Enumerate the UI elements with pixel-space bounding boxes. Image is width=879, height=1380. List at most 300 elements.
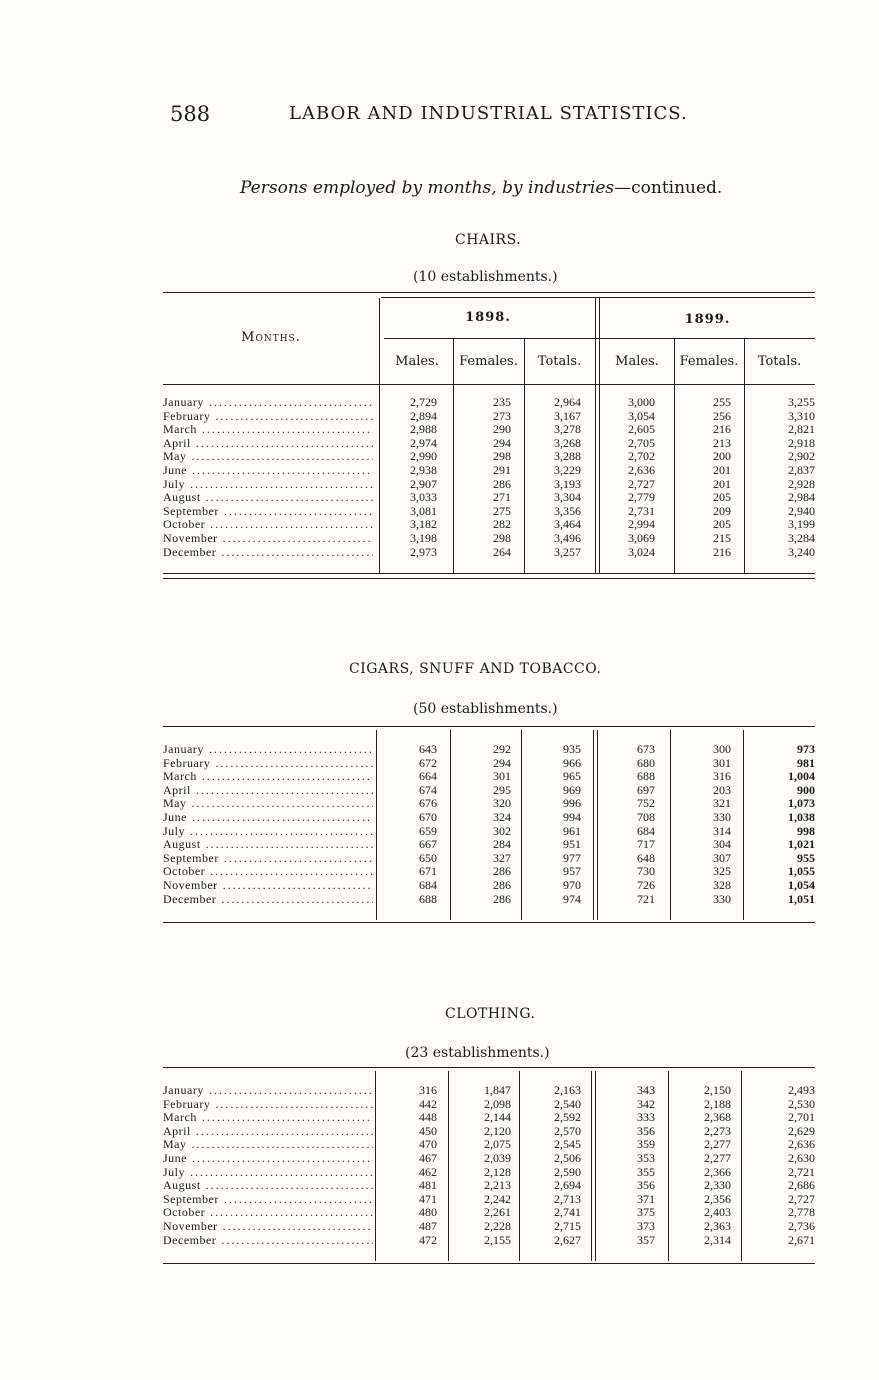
table-row: [163, 546, 815, 560]
table-row: [163, 478, 815, 492]
month-label: May .....: [163, 450, 373, 464]
cell-males-1898: 480: [419, 1205, 437, 1220]
table-row: [163, 797, 815, 811]
table-clothing: [163, 1067, 815, 1267]
month-label: March .....: [163, 423, 373, 437]
cell-males-1898: 664: [419, 769, 437, 784]
cell-totals-1898: 2,715: [554, 1218, 581, 1233]
cell-males-1899: 357: [637, 1232, 655, 1247]
cell-males-1898: 2,894: [410, 408, 437, 423]
cell-males-1898: 667: [419, 837, 437, 852]
cell-males-1898: 2,990: [410, 449, 437, 464]
cell-totals-1899: 3,310: [788, 408, 815, 423]
month-label: February .....: [163, 1098, 373, 1112]
month-label: September .....: [163, 1193, 373, 1207]
table-row: [163, 825, 815, 839]
cell-males-1898: 487: [419, 1218, 437, 1233]
cell-totals-1898: 2,506: [554, 1150, 581, 1165]
cell-females-1899: 205: [713, 517, 731, 532]
cell-females-1899: 2,330: [704, 1178, 731, 1193]
month-label: July .....: [163, 478, 373, 492]
cell-totals-1899: 2,984: [788, 490, 815, 505]
cell-females-1898: 271: [493, 490, 511, 505]
cell-males-1899: 688: [637, 769, 655, 784]
month-label: August .....: [163, 491, 373, 505]
cell-females-1898: 298: [493, 530, 511, 545]
subtitle-italic: Persons employed by months, by industries: [240, 178, 615, 198]
cell-totals-1898: 996: [563, 796, 581, 811]
cell-totals-1898: 3,464: [554, 517, 581, 532]
header-months: Months.: [241, 330, 301, 345]
table-row: [163, 770, 815, 784]
cell-males-1899: 2,636: [628, 462, 655, 477]
table-row: [163, 1193, 815, 1207]
table-row: [163, 1234, 815, 1248]
cell-totals-1899: 2,493: [788, 1083, 815, 1097]
cell-totals-1898: 977: [563, 850, 581, 865]
cell-totals-1899: 3,240: [788, 544, 815, 559]
cell-totals-1899: 2,701: [788, 1110, 815, 1125]
cell-males-1899: 371: [637, 1191, 655, 1206]
table-row: [163, 1179, 815, 1193]
rows-clothing: [163, 1084, 815, 1247]
cell-males-1899: 359: [637, 1137, 655, 1152]
cell-females-1899: 2,277: [704, 1137, 731, 1152]
cell-males-1899: 3,024: [628, 544, 655, 559]
cell-males-1899: 684: [637, 823, 655, 838]
cell-males-1899: 680: [637, 755, 655, 770]
cell-totals-1899: 1,021: [788, 837, 815, 852]
cell-males-1899: 648: [637, 850, 655, 865]
cell-totals-1898: 3,496: [554, 530, 581, 545]
table-row: [163, 1220, 815, 1234]
cell-females-1899: 330: [713, 809, 731, 824]
cell-totals-1899: 2,629: [788, 1123, 815, 1138]
cell-males-1899: 673: [637, 742, 655, 756]
header-females-1899: Females.: [679, 354, 739, 369]
cell-females-1899: 2,363: [704, 1218, 731, 1233]
cell-totals-1899: 955: [797, 850, 815, 865]
cell-totals-1899: 3,255: [788, 395, 815, 409]
cell-totals-1898: 970: [563, 877, 581, 892]
table-row: [163, 505, 815, 519]
cell-females-1899: 209: [713, 503, 731, 518]
cell-females-1899: 307: [713, 850, 731, 865]
cell-males-1898: 467: [419, 1150, 437, 1165]
month-label: December .....: [163, 546, 373, 560]
cell-totals-1898: 3,288: [554, 449, 581, 464]
cell-totals-1898: 3,167: [554, 408, 581, 423]
cell-females-1898: 2,128: [484, 1164, 511, 1179]
cell-males-1899: 2,705: [628, 435, 655, 450]
running-head: LABOR AND INDUSTRIAL STATISTICS.: [289, 103, 688, 124]
month-label: February .....: [163, 410, 373, 424]
cell-totals-1899: 2,636: [788, 1137, 815, 1152]
month-label: January .....: [163, 1084, 373, 1098]
cell-males-1898: 3,081: [410, 503, 437, 518]
cell-females-1898: 302: [493, 823, 511, 838]
cell-totals-1898: 3,229: [554, 462, 581, 477]
table-row: [163, 879, 815, 893]
cell-females-1899: 321: [713, 796, 731, 811]
cell-totals-1899: 998: [797, 823, 815, 838]
table-row: [163, 1138, 815, 1152]
cell-males-1899: 355: [637, 1164, 655, 1179]
cell-totals-1899: 2,902: [788, 449, 815, 464]
cell-females-1898: 290: [493, 422, 511, 437]
subtitle-continued: —continued.: [614, 178, 723, 198]
cell-males-1899: 353: [637, 1150, 655, 1165]
cell-females-1898: 1,847: [484, 1083, 511, 1097]
cell-males-1898: 674: [419, 782, 437, 797]
cell-females-1898: 294: [493, 755, 511, 770]
month-label: May .....: [163, 1138, 373, 1152]
table-row: [163, 410, 815, 424]
table-row: [163, 491, 815, 505]
cell-females-1898: 286: [493, 891, 511, 906]
rows-chairs: [163, 396, 815, 559]
cell-totals-1898: 3,304: [554, 490, 581, 505]
month-label: November .....: [163, 879, 373, 893]
cell-females-1899: 215: [713, 530, 731, 545]
cell-males-1898: 2,974: [410, 435, 437, 450]
cell-totals-1898: 935: [563, 742, 581, 756]
month-label: June .....: [163, 1152, 373, 1166]
table-row: [163, 532, 815, 546]
header-year-1898: 1898.: [465, 310, 511, 325]
cell-totals-1899: 2,928: [788, 476, 815, 491]
cell-males-1899: 708: [637, 809, 655, 824]
month-label: December .....: [163, 1234, 373, 1248]
cell-females-1898: 320: [493, 796, 511, 811]
cell-males-1899: 373: [637, 1218, 655, 1233]
cell-totals-1898: 961: [563, 823, 581, 838]
cell-totals-1898: 2,590: [554, 1164, 581, 1179]
cell-males-1898: 450: [419, 1123, 437, 1138]
cell-totals-1898: 3,268: [554, 435, 581, 450]
cell-totals-1898: 2,741: [554, 1205, 581, 1220]
cell-females-1898: 2,213: [484, 1178, 511, 1193]
month-label: April .....: [163, 437, 373, 451]
month-label: April .....: [163, 1125, 373, 1139]
cell-males-1899: 333: [637, 1110, 655, 1125]
cell-females-1899: 216: [713, 544, 731, 559]
month-label: July .....: [163, 1166, 373, 1180]
cell-females-1898: 286: [493, 864, 511, 879]
month-label: July .....: [163, 825, 373, 839]
cell-females-1899: 213: [713, 435, 731, 450]
section-establishments-clothing: (23 establishments.): [405, 1045, 550, 1061]
table-row: [163, 423, 815, 437]
cell-males-1898: 676: [419, 796, 437, 811]
table-row: [163, 893, 815, 907]
cell-females-1899: 2,366: [704, 1164, 731, 1179]
cell-males-1899: 721: [637, 891, 655, 906]
cell-males-1899: 2,731: [628, 503, 655, 518]
month-label: August .....: [163, 838, 373, 852]
table-row: [163, 1111, 815, 1125]
cell-totals-1898: 2,570: [554, 1123, 581, 1138]
cell-females-1898: 264: [493, 544, 511, 559]
cell-totals-1898: 2,540: [554, 1096, 581, 1111]
cell-totals-1898: 951: [563, 837, 581, 852]
cell-females-1898: 295: [493, 782, 511, 797]
cell-males-1898: 2,988: [410, 422, 437, 437]
cell-females-1898: 286: [493, 877, 511, 892]
cell-totals-1899: 2,837: [788, 462, 815, 477]
month-label: November .....: [163, 532, 373, 546]
cell-males-1898: 672: [419, 755, 437, 770]
page-subtitle: [240, 178, 722, 198]
cell-males-1899: 2,605: [628, 422, 655, 437]
month-label: May .....: [163, 797, 373, 811]
table-row: [163, 1125, 815, 1139]
table-cigars: [163, 726, 815, 926]
cell-totals-1899: 3,284: [788, 530, 815, 545]
cell-males-1899: 343: [637, 1083, 655, 1097]
header-totals-1898: Totals.: [537, 354, 582, 369]
table-row: [163, 1206, 815, 1220]
month-label: June .....: [163, 811, 373, 825]
cell-totals-1899: 2,686: [788, 1178, 815, 1193]
month-label: February .....: [163, 757, 373, 771]
cell-males-1898: 2,729: [410, 395, 437, 409]
page-number: 588: [170, 102, 211, 126]
table-row: [163, 865, 815, 879]
cell-females-1899: 2,368: [704, 1110, 731, 1125]
cell-totals-1898: 2,545: [554, 1137, 581, 1152]
table-row: [163, 757, 815, 771]
cell-totals-1898: 3,193: [554, 476, 581, 491]
cell-males-1899: 2,779: [628, 490, 655, 505]
cell-males-1899: 342: [637, 1096, 655, 1111]
cell-females-1898: 2,242: [484, 1191, 511, 1206]
header-males-1898: Males.: [395, 354, 439, 369]
cell-males-1899: 717: [637, 837, 655, 852]
cell-males-1898: 3,198: [410, 530, 437, 545]
cell-females-1898: 286: [493, 476, 511, 491]
cell-males-1899: 726: [637, 877, 655, 892]
cell-females-1898: 2,120: [484, 1123, 511, 1138]
cell-females-1899: 256: [713, 408, 731, 423]
cell-females-1898: 273: [493, 408, 511, 423]
rows-cigars: [163, 743, 815, 906]
cell-females-1898: 2,228: [484, 1218, 511, 1233]
month-label: January .....: [163, 743, 373, 757]
section-establishments-chairs: (10 establishments.): [413, 269, 558, 285]
cell-totals-1898: 966: [563, 755, 581, 770]
cell-males-1898: 442: [419, 1096, 437, 1111]
cell-females-1898: 291: [493, 462, 511, 477]
table-row: [163, 784, 815, 798]
cell-males-1899: 356: [637, 1123, 655, 1138]
cell-females-1899: 216: [713, 422, 731, 437]
month-label: January .....: [163, 396, 373, 410]
cell-females-1899: 2,356: [704, 1191, 731, 1206]
month-label: March .....: [163, 770, 373, 784]
cell-females-1898: 324: [493, 809, 511, 824]
cell-totals-1898: 3,278: [554, 422, 581, 437]
table-row: [163, 1084, 815, 1098]
cell-males-1898: 462: [419, 1164, 437, 1179]
cell-females-1899: 2,314: [704, 1232, 731, 1247]
table-row: [163, 743, 815, 757]
cell-females-1899: 2,188: [704, 1096, 731, 1111]
header-males-1899: Males.: [615, 354, 659, 369]
cell-females-1898: 235: [493, 395, 511, 409]
cell-totals-1899: 2,727: [788, 1191, 815, 1206]
cell-females-1899: 301: [713, 755, 731, 770]
cell-totals-1899: 900: [797, 782, 815, 797]
cell-males-1898: 670: [419, 809, 437, 824]
cell-males-1898: 650: [419, 850, 437, 865]
cell-females-1898: 2,075: [484, 1137, 511, 1152]
cell-totals-1898: 969: [563, 782, 581, 797]
cell-males-1899: 2,994: [628, 517, 655, 532]
section-title-chairs: CHAIRS.: [455, 232, 522, 248]
cell-males-1898: 471: [419, 1191, 437, 1206]
month-label: September .....: [163, 505, 373, 519]
cell-females-1898: 2,098: [484, 1096, 511, 1111]
month-label: October .....: [163, 1206, 373, 1220]
cell-females-1899: 200: [713, 449, 731, 464]
cell-females-1898: 301: [493, 769, 511, 784]
table-row: [163, 437, 815, 451]
cell-totals-1898: 957: [563, 864, 581, 879]
cell-totals-1899: 2,721: [788, 1164, 815, 1179]
cell-totals-1899: 2,530: [788, 1096, 815, 1111]
cell-females-1899: 325: [713, 864, 731, 879]
cell-males-1899: 3,000: [628, 395, 655, 409]
cell-females-1899: 203: [713, 782, 731, 797]
table-row: [163, 852, 815, 866]
month-label: April .....: [163, 784, 373, 798]
cell-totals-1898: 2,713: [554, 1191, 581, 1206]
month-label: September .....: [163, 852, 373, 866]
cell-females-1899: 201: [713, 462, 731, 477]
cell-males-1898: 448: [419, 1110, 437, 1125]
cell-males-1899: 2,727: [628, 476, 655, 491]
cell-females-1898: 327: [493, 850, 511, 865]
cell-totals-1898: 2,163: [554, 1083, 581, 1097]
cell-males-1898: 2,938: [410, 462, 437, 477]
cell-males-1898: 2,907: [410, 476, 437, 491]
cell-males-1899: 3,069: [628, 530, 655, 545]
cell-totals-1898: 2,592: [554, 1110, 581, 1125]
month-label: March .....: [163, 1111, 373, 1125]
cell-females-1899: 330: [713, 891, 731, 906]
cell-totals-1899: 2,940: [788, 503, 815, 518]
cell-totals-1899: 2,821: [788, 422, 815, 437]
cell-females-1898: 275: [493, 503, 511, 518]
table-row: [163, 464, 815, 478]
cell-totals-1899: 1,051: [788, 891, 815, 906]
cell-males-1898: 659: [419, 823, 437, 838]
table-chairs: [163, 292, 815, 582]
cell-totals-1899: 2,918: [788, 435, 815, 450]
table-row: [163, 1152, 815, 1166]
table-row: [163, 811, 815, 825]
table-row: [163, 396, 815, 410]
cell-females-1898: 2,144: [484, 1110, 511, 1125]
cell-males-1898: 671: [419, 864, 437, 879]
cell-totals-1899: 2,778: [788, 1205, 815, 1220]
cell-females-1899: 328: [713, 877, 731, 892]
cell-totals-1899: 2,736: [788, 1218, 815, 1233]
cell-males-1899: 2,702: [628, 449, 655, 464]
cell-females-1898: 2,155: [484, 1232, 511, 1247]
cell-females-1899: 2,150: [704, 1083, 731, 1097]
cell-females-1899: 314: [713, 823, 731, 838]
cell-totals-1898: 2,964: [554, 395, 581, 409]
cell-males-1898: 316: [419, 1083, 437, 1097]
month-label: December .....: [163, 893, 373, 907]
cell-males-1898: 481: [419, 1178, 437, 1193]
cell-totals-1899: 2,671: [788, 1232, 815, 1247]
cell-males-1898: 472: [419, 1232, 437, 1247]
month-label: October .....: [163, 865, 373, 879]
table-row: [163, 1166, 815, 1180]
cell-males-1898: 3,033: [410, 490, 437, 505]
cell-totals-1898: 965: [563, 769, 581, 784]
cell-females-1899: 316: [713, 769, 731, 784]
cell-totals-1899: 3,199: [788, 517, 815, 532]
cell-totals-1898: 974: [563, 891, 581, 906]
cell-females-1898: 294: [493, 435, 511, 450]
cell-males-1898: 2,973: [410, 544, 437, 559]
cell-totals-1899: 1,038: [788, 809, 815, 824]
cell-females-1898: 298: [493, 449, 511, 464]
cell-totals-1899: 1,055: [788, 864, 815, 879]
cell-females-1899: 255: [713, 395, 731, 409]
cell-females-1899: 2,277: [704, 1150, 731, 1165]
month-label: August .....: [163, 1179, 373, 1193]
header-year-1899: 1899.: [684, 312, 731, 327]
cell-females-1898: 284: [493, 837, 511, 852]
table-row: [163, 518, 815, 532]
cell-females-1899: 201: [713, 476, 731, 491]
cell-males-1899: 356: [637, 1178, 655, 1193]
month-label: June .....: [163, 464, 373, 478]
cell-totals-1898: 3,356: [554, 503, 581, 518]
cell-totals-1899: 1,004: [788, 769, 815, 784]
cell-males-1898: 3,182: [410, 517, 437, 532]
month-label: November .....: [163, 1220, 373, 1234]
cell-totals-1899: 981: [797, 755, 815, 770]
cell-totals-1899: 973: [797, 742, 815, 756]
cell-females-1899: 2,403: [704, 1205, 731, 1220]
section-establishments-cigars: (50 establishments.): [413, 701, 558, 717]
cell-males-1899: 730: [637, 864, 655, 879]
cell-females-1898: 282: [493, 517, 511, 532]
cell-females-1898: 2,261: [484, 1205, 511, 1220]
cell-females-1898: 292: [493, 742, 511, 756]
table-row: [163, 838, 815, 852]
cell-males-1899: 3,054: [628, 408, 655, 423]
cell-females-1899: 2,273: [704, 1123, 731, 1138]
cell-totals-1899: 1,054: [788, 877, 815, 892]
header-totals-1899: Totals.: [757, 354, 802, 369]
cell-males-1898: 684: [419, 877, 437, 892]
cell-males-1899: 375: [637, 1205, 655, 1220]
cell-totals-1898: 3,257: [554, 544, 581, 559]
section-title-cigars: CIGARS, SNUFF AND TOBACCO.: [349, 661, 602, 677]
month-label: October .....: [163, 518, 373, 532]
cell-males-1899: 752: [637, 796, 655, 811]
cell-males-1898: 470: [419, 1137, 437, 1152]
table-row: [163, 1098, 815, 1112]
section-title-clothing: CLOTHING.: [445, 1006, 536, 1022]
